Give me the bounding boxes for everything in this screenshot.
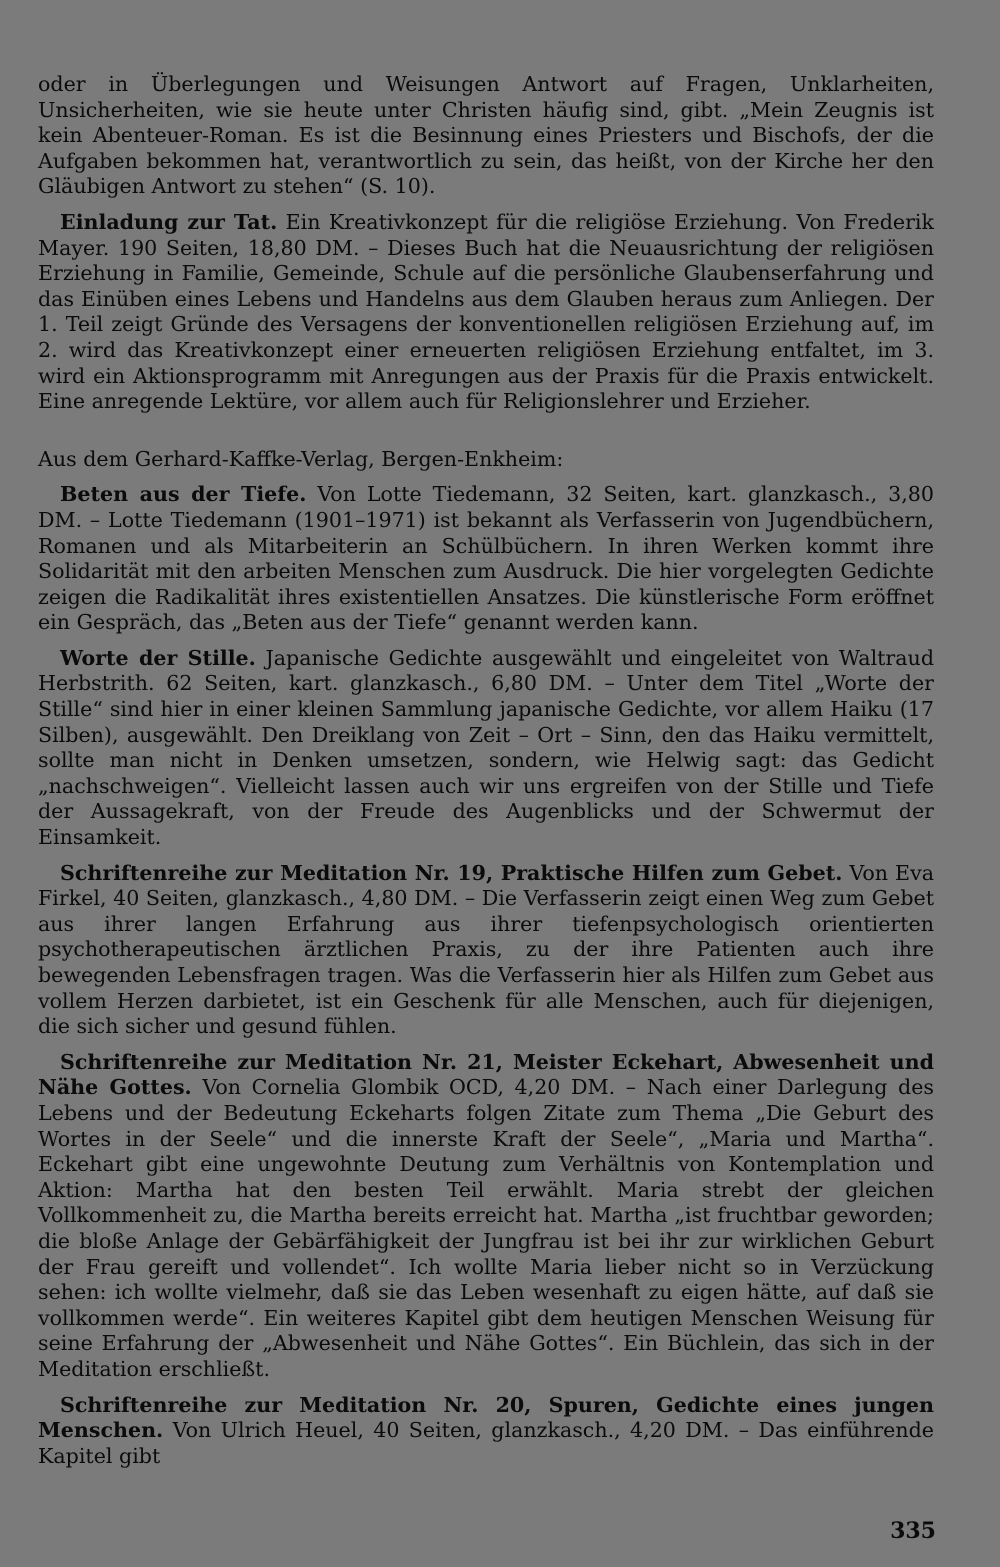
review-worte-der-stille: [38, 646, 934, 851]
review-text: Von Cornelia Glombik OCD, 4,20 DM. – Nach einer Darlegung des Lebens und der Bedeutung Eckeharts folgen Zitate zum Thema „Die Geburt des Wortes in der Seele“ und die innerste Kraft der Seele“, „Maria und Martha“. Eckehart gibt eine ungewohnte Deutung zum Verhältnis von Kontemplation und Aktion: Martha hat den besten Teil erwählt. Maria strebt der gleichen Vollkommenheit zu, die Martha bereits erreicht hat. Martha „ist fruchtbar geworden; die bloße Anlage der Gebärfähigkeit der Jungfrau ist bei ihr zur wirklichen Geburt der Frau gereift und vollendet“. Ich wollte Maria lieber nicht so in Verzückung sehen: ich wollte vielmehr, daß sie das Leben wesenhaft zu eigen hätte, auf daß sie vollkommen werde“. Ein weiteres Kapitel gibt dem heutigen Menschen Weisung für seine Erfahrung der „Abwesenheit und Nähe Gottes“. Ein Büchlein, das sich in der Meditation erschließt.: [38, 1075, 934, 1381]
review-beten-aus-der-tiefe: [38, 482, 934, 636]
review-spuren: [38, 1393, 934, 1470]
review-text: Ein Kreativkonzept für die religiöse Erziehung. Von Frederik Mayer. 190 Seiten, 18,80 DM. – Dieses Buch hat die Neuausrichtung der religiösen Erziehung in Familie, Gemeinde, Schule auf die persönliche Glaubenserfahrung und das Einüben eines Lebens und Handelns aus dem Glauben heraus zum Anliegen. Der 1. Teil zeigt Gründe des Versagens der konventionellen religiösen Erziehung auf, im 2. wird das Kreativkonzept einer erneuerten religiösen Erziehung entfaltet, im 3. wird ein Aktionsprogramm mit Anregungen aus der Praxis für die Praxis entwickelt. Eine anregende Lektüre, vor allem auch für Religionslehrer und Erzieher.: [38, 209, 934, 414]
intro-paragraph: [38, 72, 934, 200]
publisher-heading: Aus dem Gerhard-Kaffke-Verlag, Bergen-Enkheim:: [38, 446, 564, 471]
review-title: Schriftenreihe zur Meditation Nr. 20, Spuren, Gedichte eines jungen Menschen.: [38, 1392, 934, 1443]
page-number: 335: [890, 1518, 936, 1544]
review-text: Von Lotte Tiedemann, 32 Seiten, kart. glanzkasch., 3,80 DM. – Lotte Tiedemann (1901–1971) ist bekannt als Verfasserin von Jugendbüchern, Romanen und als Mitarbeiterin an Schülbüchern. In ihren Werken kommt ihre Solidarität mit den arbeiten Menschen zum Ausdruck. Die hier vorgelegten Gedichte zeigen die Radikalität ihres existentiellen Ansatzes. Die künstlerische Form eröffnet ein Gespräch, das „Beten aus der Tiefe“ genannt werden kann.: [38, 482, 935, 635]
review-einladung-zur-tat: [38, 210, 934, 415]
section-spacer: [38, 415, 934, 447]
review-title: Worte der Stille.: [60, 645, 256, 670]
review-meister-eckehart: [38, 1050, 934, 1383]
review-text: Japanische Gedichte ausgewählt und eingeleitet von Waltraud Herbstrith. 62 Seiten, kart. glanzkasch., 6,80 DM. – Unter dem Titel „Worte der Stille“ sind hier in einer kleinen Sammlung japanische Gedichte, vor allem Haiku (17 Silben), ausgewählt. Den Dreiklang von Zeit – Ort – Sinn, den das Haiku vermittelt, sollte man nicht in Denken umsetzen, sondern, wie Helwig sagt: das Gedicht „nachschweigen“. Vielleicht lassen auch wir uns ergreifen von der Stille und Tiefe der Aussagekraft, von der Freude des Augenblicks und der Schwermut der Einsamkeit.: [38, 645, 934, 850]
review-praktische-hilfen: [38, 861, 934, 1040]
review-title: Schriftenreihe zur Meditation Nr. 19, Praktische Hilfen zum Gebet.: [60, 860, 843, 885]
review-text: Von Eva Firkel, 40 Seiten, glanzkasch., 4,80 DM. – Die Verfasserin zeigt einen Weg zum Gebet aus ihrer langen Erfahrung aus ihrer tiefenpsychologisch orientierten psychotherapeutischen ärztlichen Praxis, zu der ihre Patienten auch ihre bewegenden Lebensfragen tragen. Was die Verfasserin hier als Hilfen zum Gebet aus vollem Herzen darbietet, ist ein Geschenk für alle Menschen, auch für diejenigen, die sich sicher und gesund fühlen.: [38, 860, 934, 1039]
review-title: Beten aus der Tiefe.: [60, 482, 307, 507]
review-text: Von Ulrich Heuel, 40 Seiten, glanzkasch., 4,20 DM. – Das einführende Kapitel gibt: [38, 1418, 934, 1468]
review-title: Schriftenreihe zur Meditation Nr. 21, Meister Eckehart, Abwesenheit und Nähe Gottes.: [38, 1049, 934, 1100]
page-body: [38, 72, 934, 1469]
intro-text: oder in Überlegungen und Weisungen Antwort auf Fragen, Unklarheiten, Unsicherheiten, wie sie heute unter Christen häufig sind, gibt. „Mein Zeugnis ist kein Abenteuer-Roman. Es ist die Besinnung eines Priesters und Bischofs, der die Aufgaben bekommen hat, verantwortlich zu sein, das heißt, von der Kirche her den Gläubigen Antwort zu stehen“ (S. 10).: [38, 72, 934, 199]
review-title: Einladung zur Tat.: [60, 209, 278, 234]
